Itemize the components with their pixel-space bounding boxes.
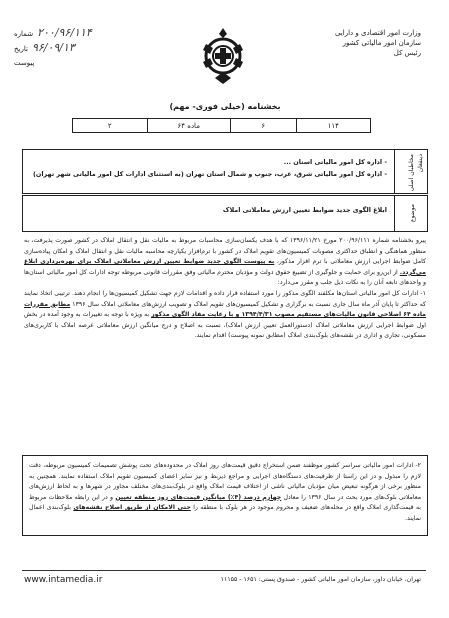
- intro-paragraph: [24, 236, 426, 289]
- signatory-title: رئیس کل: [393, 49, 421, 57]
- subject-side: [394, 196, 427, 231]
- recipient-line-1: - اداره کل امور مالیاتی استان ...: [283, 158, 387, 166]
- item-2-text: ۲- ادارات امور مالیاتی سراسر کشور موظفند ضمن استخراج دقیق قیمت‌های روز املاک در محدوده‌های تحت پوشش تصمیمات کمیسیون مربوطه، دقت لازم را مبذول و در این راستا از ظرفیت‌های دستگاه‌های اجرایی و مراجع ذیربط و نیز سایر اعضای کمیسیون تقویم املاک استفاده نمایند. همچنین به منظور برخی از هرگونه تبعیض میان مؤدیان مالیاتی ناشی از اختلاف قیمت املاک واقع در بلوک‌بندی‌های مختلف مجاور در شهرها و به لحاظ ارزش‌های معاملاتی بلوک‌های مورد بحث در سال ۱۳۹۶ را معادل: [29, 462, 422, 501]
- national-emblem-logo: [193, 26, 253, 86]
- subject-box: [22, 195, 428, 232]
- item-1-text: ۱- ادارات کل امور مالیاتی استان‌ها مکلفند الگوی مذکور را مورد استفاده قرار داده و اقدامات لازم جهت تشکیل کمیسیون‌ها را انجام دهند. ترتیبی اتخاذ نمایند که حداکثر تا پایان آذر ماه سال جاری نسبت به برگزاری و تشکیل کمیسیون‌های تقویم املاک و تصویب ارزش‌های معاملاتی املاک سال ۱۳۹۶: [24, 289, 426, 308]
- item-2-box: [22, 455, 428, 536]
- body-text: [24, 236, 426, 342]
- meta-cell-4: ۲: [73, 119, 148, 133]
- footer-website: www.intamedia.ir: [24, 575, 103, 585]
- intro-tail: از این‌رو برای حمایت و جلوگیری از تضییع حقوق دولت و مؤدیان محترم مالیاتی وفق مقررات قانونی مربوطه توجه ادارات کل امور مالیاتی استان‌ها و واحدهای تابعه آنان را به نکات ذیل جلب و مقرر می‌دارد:: [24, 268, 426, 287]
- stakeholders-label: ذینفعان: [417, 154, 424, 173]
- item-2-middle: و در این رابطه ملاحظات مربوط به قیمت‌گذاری املاک واقع در محله‌های ضعیف و محروم موجود در هر بلوک با منطقه را: [29, 493, 422, 512]
- classification-table: [72, 118, 371, 133]
- item-2-emphasis-2: حتی الامکان از طریق اصلاح نقشه‌های: [73, 504, 191, 512]
- meta-cell-1: ۱۱۴: [296, 119, 371, 133]
- recipient-line-2: - اداره کل امور مالیاتی شرق، غرب، جنوب و شمال استان تهران (به استثنای ادارات کل امور مالیاتی شهر تهران): [32, 170, 387, 178]
- ministry-header: [303, 28, 421, 58]
- item-1-emphasis: مطابق مقررات ماده ۶۴ اصلاحی قانون مالیات‌های مستقیم مصوب ۱۳۹۴/۴/۳۱ و با رعایت مفاد الگوی مذکور: [24, 300, 427, 319]
- meta-cell-3: ماده ۶۴: [147, 119, 230, 133]
- main-recipients-label: مخاطبان اصلی: [408, 154, 415, 192]
- document-title: بخشنامه (خیلی فوری- مهم): [169, 102, 281, 111]
- item-1-paragraph: [24, 289, 426, 342]
- item-2-paragraph: [29, 461, 421, 525]
- footer-address: تهران، خیابان داور، سازمان امور مالیاتی کشور - صندوق پستی: ۱۶۵۱ - ۱۱۱۵۵: [220, 576, 421, 583]
- intro-emphasis: به پیوست الگوی جدید ضوابط تعیین ارزش معاملاتی املاک برای بهره‌برداری ابلاغ می‌گردد.: [24, 258, 427, 276]
- footer-divider: [22, 570, 426, 571]
- item-2-tail: بلوک‌بندی اعمال نمایند.: [29, 504, 421, 522]
- subject-text: ابلاغ الگوی جدید ضوابط تعیین ارزش معاملاتی املاک: [222, 206, 387, 214]
- date-value: ۹۶/۰۹/۱۳: [31, 41, 75, 54]
- item-1-tail: به ویژه با توجه به تغییرات به وجود آمده در بخش اول ضوابط اجرایی ارزش معاملاتی املاک (دستورالعمل تعیین ارزش املاک)، نسبت به اصلاح و درج میانگین ارزش معاملاتی عرصه املاک با کاربری‌های مسکونی، تجاری و اداری در نقشه‌های بلوک‌بندی املاک (مطابق نمونه پیوست) اقدام نمایند.: [24, 311, 426, 340]
- meta-cell-2: ۶: [230, 119, 296, 133]
- letter-meta-fields: [14, 26, 124, 70]
- subject-label: موضوع: [409, 204, 416, 223]
- recipients-box: [22, 149, 428, 194]
- date-row: [14, 41, 124, 56]
- intro-text: پیرو بخشنامه شماره ۲۰۰/۹۶/۱۱۱ مورخ ۱۳۹۶/۱۱/۲۱ که با هدف یکسان‌سازی محاسبات مربوط به مالیات نقل و انتقال املاک در کشور صورت پذیرفت، به منظور هماهنگی و انطباق حداکثری مصوبات کمیسیون‌های تقویم املاک در کشور با ترم‌افزار یکپارچه محاسبه مالیات نقل و انتقال املاک و امکان پیاده‌سازی کامل ضوابط اجرایی ارزش معاملاتی با ترم افزار مذکور،: [24, 237, 426, 266]
- attachment-label: پیوست: [14, 59, 35, 67]
- recipients-text: [31, 156, 387, 180]
- attachment-row: [14, 56, 124, 70]
- organization-name: سازمان امور مالیاتی کشور: [342, 39, 421, 47]
- number-label: شماره: [14, 30, 34, 38]
- item-2-emphasis: چهارم درصد (۴٪) میانگین قیمت‌های روز منطقه تعیین: [115, 493, 282, 501]
- number-value: ۲۰۰/۹۶/۱۱۴: [37, 26, 92, 39]
- ministry-name: وزارت امور اقتصادی و دارایی: [334, 29, 421, 37]
- number-row: [14, 26, 124, 41]
- date-label: تاریخ: [14, 45, 28, 53]
- recipients-side: [394, 150, 427, 193]
